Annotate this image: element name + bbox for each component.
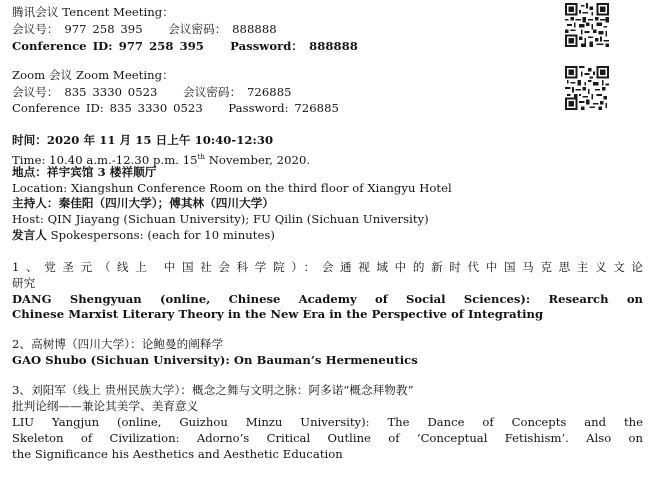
session-location-en: Location: Xiangshun Conference Room on the third floor of Xiangyu Hotel (12, 181, 452, 195)
conference-id-value: 977 258 395 (118, 39, 204, 53)
talk-1-title-en: DANG Shengyuan (online, Chinese Academy of Social Sciences): Research on (12, 292, 643, 306)
talk-3-title-en-end: the Significance his Aesthetics and Aesthetic Education (12, 447, 343, 461)
password-value: 888888 (309, 39, 358, 53)
qr-code-icon[interactable] (565, 3, 609, 47)
session-time-zh: 时间：2020 年 11 月 15 日上午 10:40-12:30 (12, 133, 274, 147)
speakers-label-zh: 发言人 (12, 228, 47, 242)
meeting-id-value: 977 258 395 (64, 22, 143, 36)
session-host-zh: 主持人：秦佳阳（四川大学）；傅其林（四川大学） (12, 196, 275, 210)
talk-2-title-zh: 2、高树博（四川大学）：论鲍曼的阐释学 (12, 337, 224, 351)
session-host-en: Host: QIN Jiayang (Sichuan University); FU Qilin (Sichuan University) (12, 212, 429, 226)
zoom-conference-id-en (12, 101, 339, 115)
time-text-date: November, 2020. (204, 152, 311, 167)
talk-1-title-zh-cont: 研究 (12, 276, 36, 290)
speakers-label-en: Spokespersons: (each for 10 minutes) (46, 228, 275, 242)
zoom-meeting-id-zh (12, 85, 292, 99)
zoom-meeting-title: Zoom 会议 Zoom Meeting： (12, 68, 174, 82)
talk-3-title-zh-cont: 批判论纲——兼论其美学、美育意义 (12, 399, 199, 413)
conference-id-label: Conference ID: (12, 39, 113, 53)
tencent-meeting-title: 腾讯会议 Tencent Meeting： (12, 5, 174, 19)
conference-id-label: Conference ID: (12, 101, 104, 115)
talk-3-title-en: LIU Yangjun (online, Guizhou Minzu University): The Dance of Concepts and the (12, 415, 643, 429)
time-text: Time: 10.40 a.m.-12.30 p.m. 15 (12, 152, 198, 167)
meeting-password-label: 会议密码： (183, 85, 242, 99)
talk-3-title-zh: 3、刘阳军（线上 贵州民族大学）：概念之舞与文明之脉：阿多诺“概念拜物教” (12, 383, 414, 397)
meeting-id-label: 会议号： (12, 85, 59, 99)
meeting-id-value: 835 3330 0523 (64, 85, 158, 99)
session-location-zh: 地点：祥宇宾馆 3 楼祥顺厅 (12, 165, 157, 179)
password-label: Password: (228, 101, 289, 115)
talk-2-title-en: GAO Shubo (Sichuan University): On Bauman’s Hermeneutics (12, 353, 418, 367)
talk-1-title-zh: 1、党圣元（线上 中国社会科学院）：会通视域中的新时代中国马克思主义文论 (12, 260, 643, 274)
talk-3-title-en-cont: Skeleton of Civilization: Adorno’s Critical Outline of ‘Conceptual Fetishism’. Also on (12, 431, 643, 445)
tencent-conference-id-en (12, 39, 358, 53)
meeting-password-value: 726885 (246, 85, 292, 99)
date-ordinal-suffix: th (197, 153, 205, 161)
session-speakers (12, 228, 275, 242)
meeting-password-value: 888888 (232, 22, 277, 36)
password-label: Password： (230, 39, 304, 53)
meeting-id-label: 会议号： (12, 22, 59, 36)
qr-code-icon[interactable] (565, 66, 609, 110)
tencent-meeting-id-zh (12, 22, 277, 36)
password-value: 726885 (294, 101, 339, 115)
talk-1-title-en-cont: Chinese Marxist Literary Theory in the New Era in the Perspective of Integrating (12, 307, 544, 321)
conference-id-value: 835 3330 0523 (109, 101, 203, 115)
meeting-password-label: 会议密码： (168, 22, 227, 36)
